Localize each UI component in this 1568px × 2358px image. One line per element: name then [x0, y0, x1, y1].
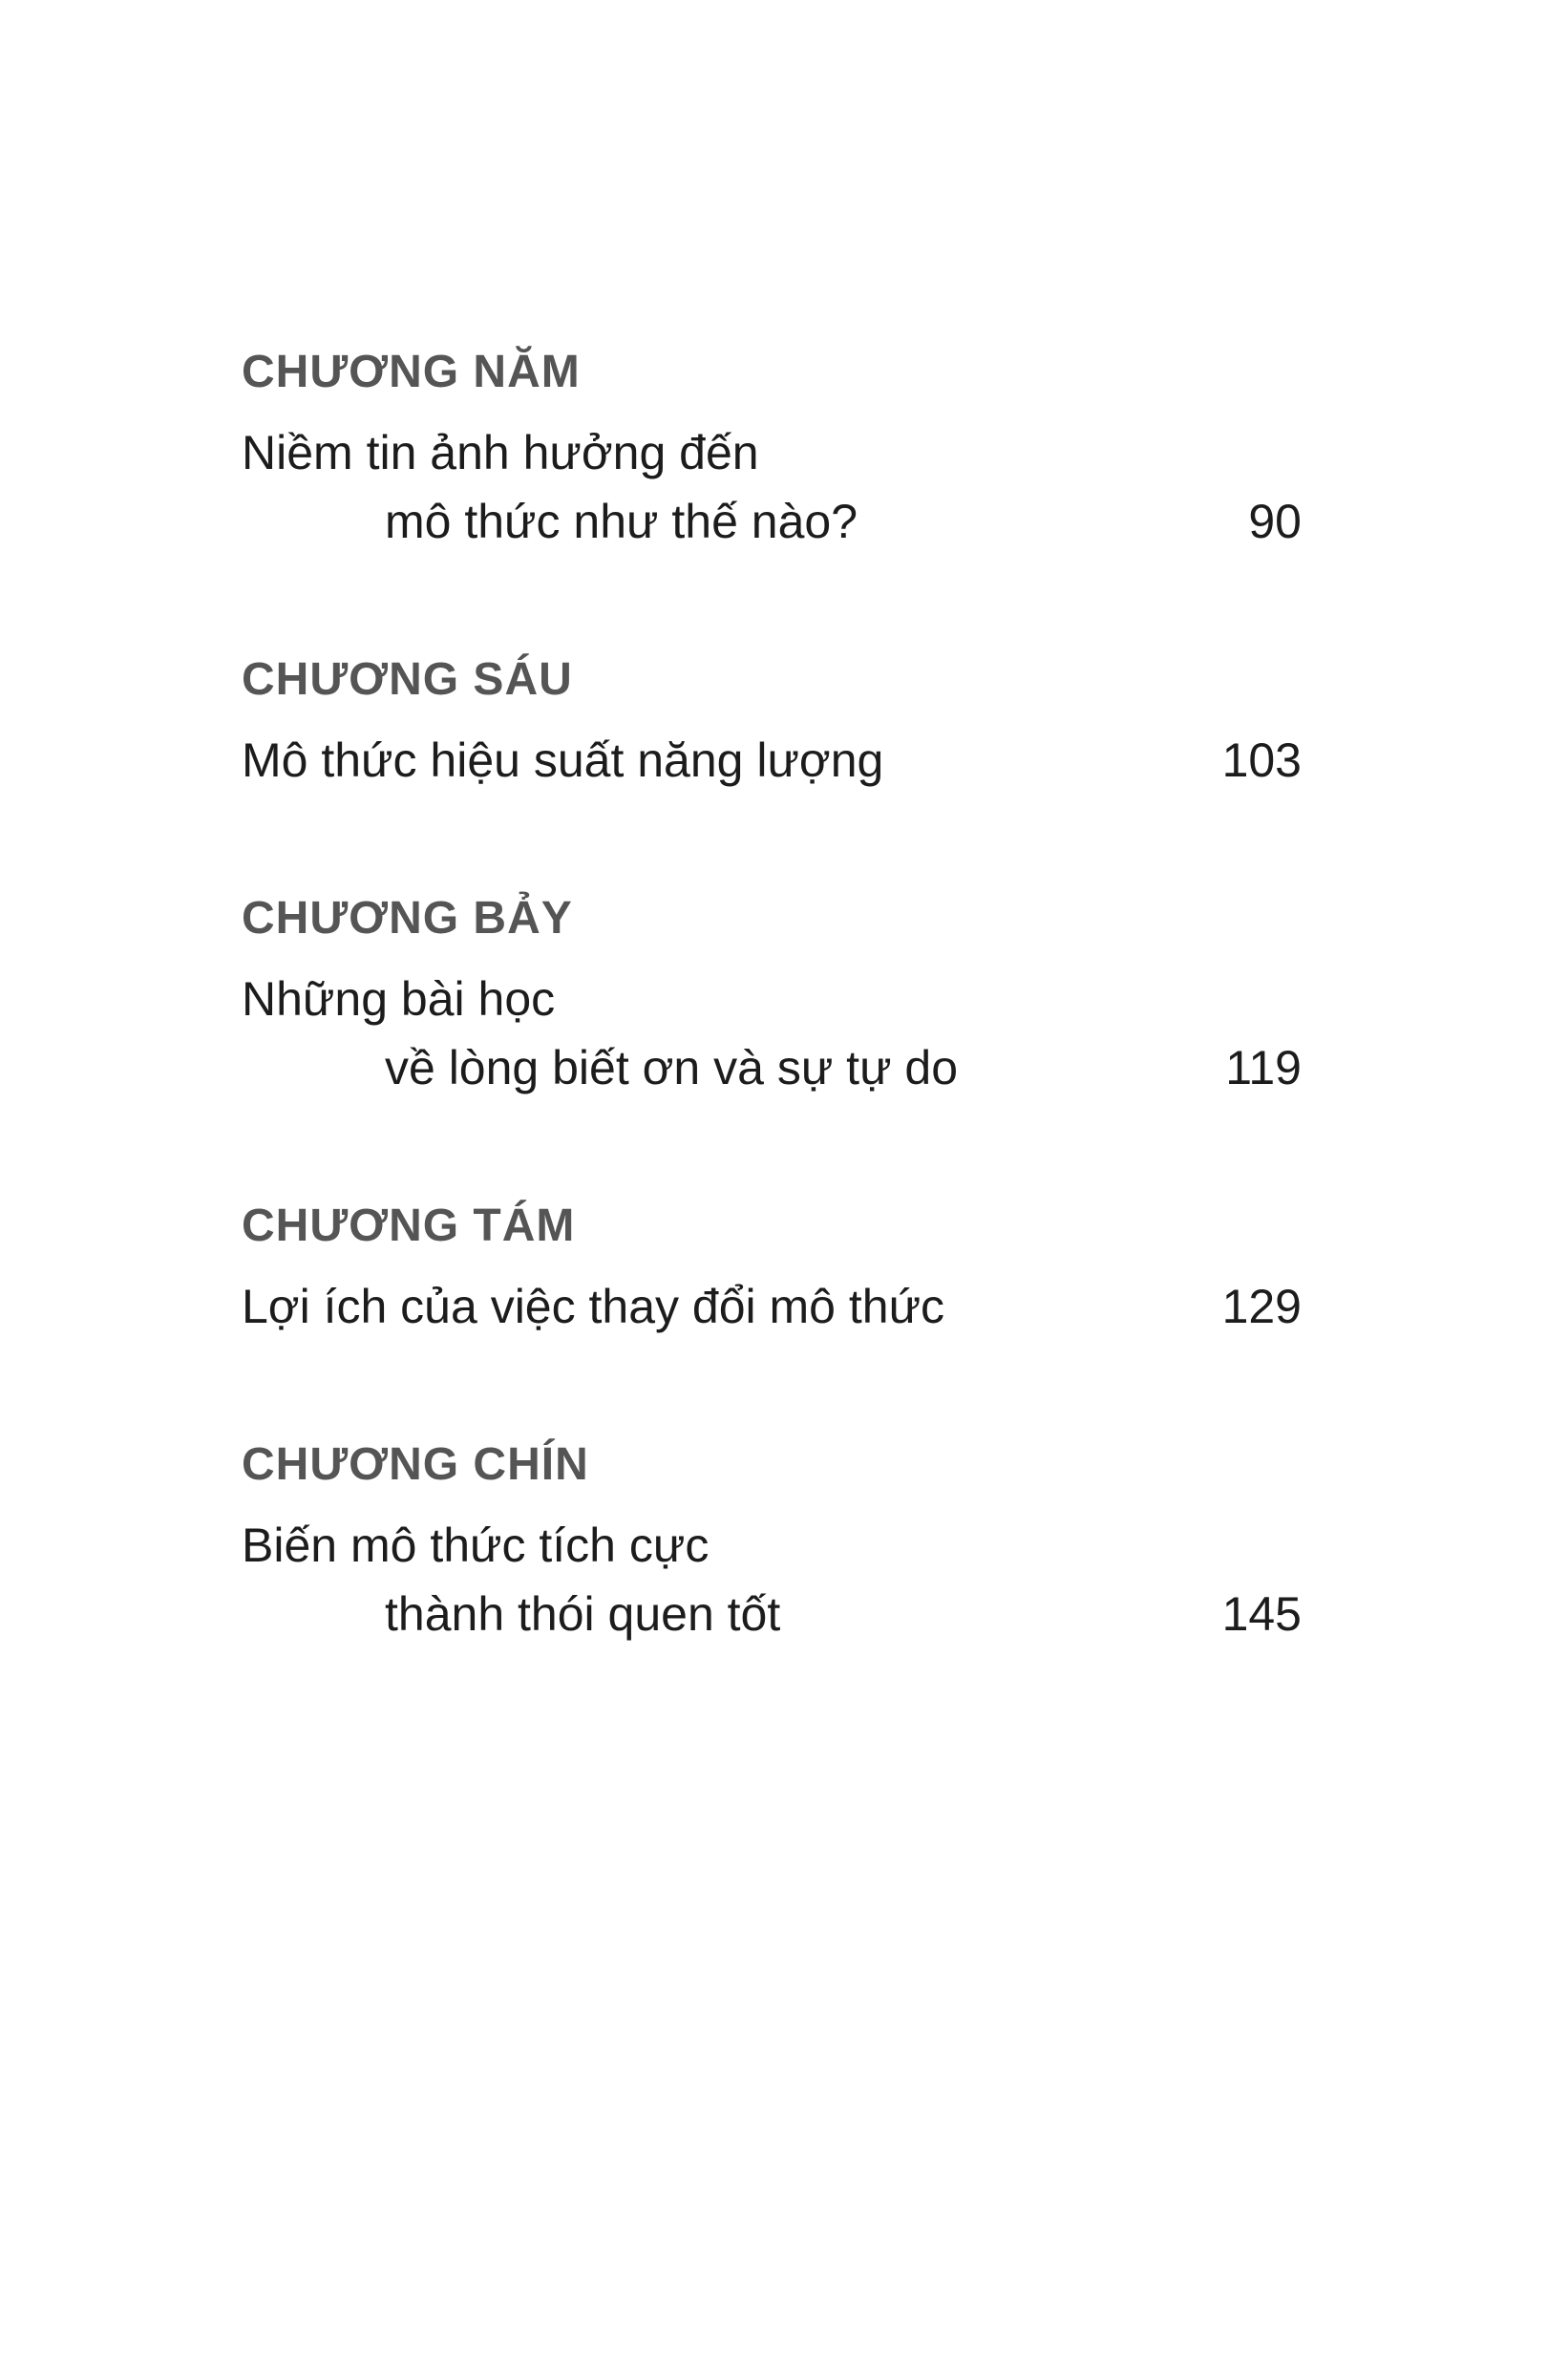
chapter-entry [242, 1511, 1302, 1648]
page-number: 145 [1221, 1587, 1302, 1641]
chapter-label: CHƯƠNG CHÍN [242, 1439, 589, 1490]
page-number: 90 [1248, 495, 1302, 548]
toc-chapter-6 [242, 651, 1302, 795]
chapter-title-line-1 [242, 726, 1302, 795]
chapter-title-text: thành thói quen tốt [385, 1587, 781, 1641]
chapter-title-line-1: Niềm tin ảnh hưởng đến [242, 426, 759, 479]
chapter-title-line-2 [242, 1580, 1302, 1648]
toc-chapter-7 [242, 890, 1302, 1102]
chapter-title-line-2 [242, 1033, 1302, 1102]
page-number: 129 [1221, 1280, 1302, 1333]
chapter-title-line-2 [242, 487, 1302, 556]
chapter-title-text: Mô thức hiệu suất năng lượng [242, 733, 884, 787]
chapter-entry [242, 965, 1302, 1102]
chapter-title-text: Lợi ích của việc thay đổi mô thức [242, 1280, 945, 1333]
chapter-title-text: mô thức như thế nào? [385, 495, 858, 548]
page-number: 103 [1221, 733, 1302, 787]
page-number: 119 [1225, 1041, 1302, 1094]
chapter-title-line-1: Biến mô thức tích cực [242, 1519, 710, 1572]
chapter-label: CHƯƠNG BẢY [242, 893, 573, 944]
chapter-entry [242, 1272, 1302, 1341]
toc-chapter-9 [242, 1436, 1302, 1648]
toc-chapter-5 [242, 344, 1302, 556]
chapter-label: CHƯƠNG SÁU [242, 654, 573, 705]
chapter-title-text: về lòng biết ơn và sự tự do [385, 1041, 959, 1094]
chapter-label: CHƯƠNG TÁM [242, 1200, 576, 1251]
chapter-title-line-1: Những bài học [242, 972, 556, 1026]
chapter-entry [242, 726, 1302, 795]
chapter-label: CHƯƠNG NĂM [242, 347, 581, 397]
table-of-contents [242, 344, 1302, 1648]
toc-chapter-8 [242, 1198, 1302, 1341]
chapter-entry [242, 418, 1302, 556]
chapter-title-line-1 [242, 1272, 1302, 1341]
